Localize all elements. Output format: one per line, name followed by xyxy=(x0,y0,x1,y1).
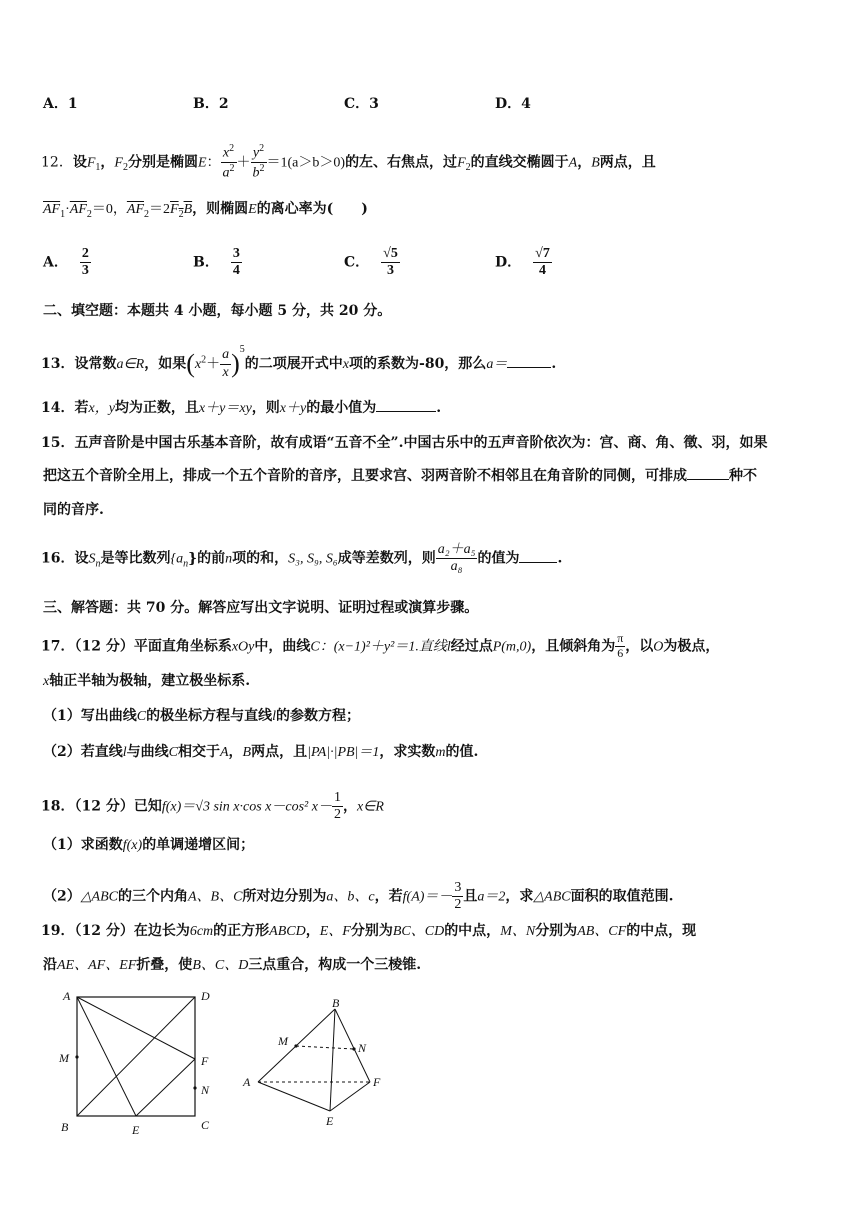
q17-line1: 17．（12 分）平面直角坐标系xOy中，曲线C：(x−1)²＋y²＝1.直线l经过点P(m,0)，且倾斜角为 $\frac{\pi}{6}$ ，以O为极点， xyxy=(41,631,720,660)
segment-ef xyxy=(136,1059,195,1116)
q14-answer-blank[interactable] xyxy=(376,411,436,412)
q15-line2: 把这五个音阶全用上，排成一个五个音阶的音序，且要求宫、羽两音阶不相邻且在角音阶的同侧，可排成 种不 xyxy=(43,468,757,484)
label-e: E xyxy=(326,1114,334,1128)
q13: 13．设常数a∈R，如果($x^2+$ $\frac{a}{x}$ )$^5$的二项展开式中x项的系数为-80，那么a＝ . xyxy=(41,344,557,380)
figure-tetrahedron xyxy=(238,995,388,1130)
segment-bd xyxy=(77,997,195,1116)
q19-line2: 沿AE、AF、EF折叠，使B、C、D三点重合，构成一个三棱锥. xyxy=(43,957,422,973)
point-n xyxy=(193,1086,196,1089)
q12-option-d: D． $\frac{√7}{4}$ xyxy=(495,246,550,279)
q16-answer-blank[interactable] xyxy=(519,562,557,563)
label-b: B xyxy=(332,996,340,1010)
q18-line1: 18．（12 分）已知f(x)＝√3 sin x·cos x－cos² x－ $\frac{1}{2}$ ，x∈R xyxy=(41,790,384,823)
label-n: N xyxy=(358,1041,367,1055)
q11-option-b: B．2 xyxy=(193,96,229,112)
label-d: D xyxy=(201,989,210,1003)
q15-line3: 同的音序. xyxy=(43,502,104,518)
point-n xyxy=(352,1047,355,1050)
label-e: E xyxy=(132,1123,140,1137)
segment-mn-hidden xyxy=(296,1046,354,1049)
label-f: F xyxy=(373,1075,381,1089)
q15-answer-blank[interactable] xyxy=(687,479,729,480)
edge-ef xyxy=(330,1082,370,1111)
ellipse-frac-y: $\frac{y^2}{b^2}$ xyxy=(252,143,265,181)
q12-line2: $\overline{AF}_1\cdot\overline{AF}_2=0$，$\overline{AF}_2=2\overline{F}_2\overline{B}$，则椭圆E的离心率为( ) xyxy=(43,201,368,220)
point-m xyxy=(294,1044,297,1047)
q17-line2: x轴正半轴为极轴，建立极坐标系. xyxy=(43,673,251,689)
segment-af xyxy=(77,997,195,1059)
q15-line1: 15．五声音阶是中国古乐基本音阶，故有成语“五音不全”.中国古乐中的五声音阶依次为：宫、商、角、徵、羽，如果 xyxy=(41,435,768,451)
segment-ae xyxy=(77,997,136,1116)
q13-answer-blank[interactable] xyxy=(507,367,551,368)
q17-part2: （2）若直线l与曲线C相交于A，B两点，且|PA|·|PB|＝1，求实数m的值. xyxy=(43,744,479,760)
q16: 16．设$S_n$是等比数列$\{a_n\}$的前n项的和，S₃, S₉, S₆成等差数列，则 $\frac{\text{a₂＋a₅}}{\text{a₈}}$ 的值为 . xyxy=(41,542,563,575)
label-b: B xyxy=(61,1120,69,1134)
section-2-heading: 二、填空题：本题共 4 小题，每小题 5 分，共 20 分。 xyxy=(43,303,392,319)
ellipse-frac-x: $\frac{x^2}{a^2}$ xyxy=(222,143,235,181)
label-f: F xyxy=(201,1054,209,1068)
q12-option-c: C． $\frac{√5}{3}$ xyxy=(344,246,398,279)
q14: 14．若x，y均为正数，且x＋y＝xy，则x＋y的最小值为 . xyxy=(41,400,442,416)
edge-ae xyxy=(258,1082,330,1111)
q12-option-a: A． $\frac{2}{3}$ xyxy=(43,246,89,279)
point-m xyxy=(75,1055,78,1058)
label-a: A xyxy=(243,1075,251,1089)
q17-part1: （1）写出曲线C的极坐标方程与直线l的参数方程； xyxy=(43,708,360,724)
q12-line1: 12．设$F_1$，$F_2$分别是椭圆E： $\frac{x^2}{a^2}$ ＋ $\frac{y^2}{b^2}$ ＝1(a＞b＞0)的左、右焦点，过$F_2$的直线交椭圆于A，B两点，且 xyxy=(41,143,656,181)
label-m: M xyxy=(59,1051,69,1065)
label-m: M xyxy=(278,1034,288,1048)
q11-option-c: C．3 xyxy=(344,96,379,112)
label-n: N xyxy=(201,1083,210,1097)
label-c: C xyxy=(201,1118,210,1132)
q18-part2: （2）△ABC的三个内角A、B、C所对边分别为a、b、c，若f(A)＝－ $\frac{3}{2}$ 且a＝2，求△ABC面积的取值范围. xyxy=(43,880,674,913)
q11-option-d: D．4 xyxy=(495,96,531,112)
q18-part1: （1）求函数f(x)的单调递增区间； xyxy=(43,837,255,853)
label-a: A xyxy=(63,989,71,1003)
section-3-heading: 三、解答题：共 70 分。解答应写出文字说明、证明过程或演算步骤。 xyxy=(43,600,479,616)
edge-be xyxy=(330,1009,335,1111)
q11-option-a: A．1 xyxy=(43,96,78,112)
q19-line1: 19．（12 分）在边长为6cm的正方形ABCD，E、F分别为BC、CD的中点，M、N分别为AB、CF的中点，现 xyxy=(41,923,697,939)
figure-square-abcd xyxy=(55,988,225,1138)
q12-option-b: B． $\frac{3}{4}$ xyxy=(193,246,240,279)
